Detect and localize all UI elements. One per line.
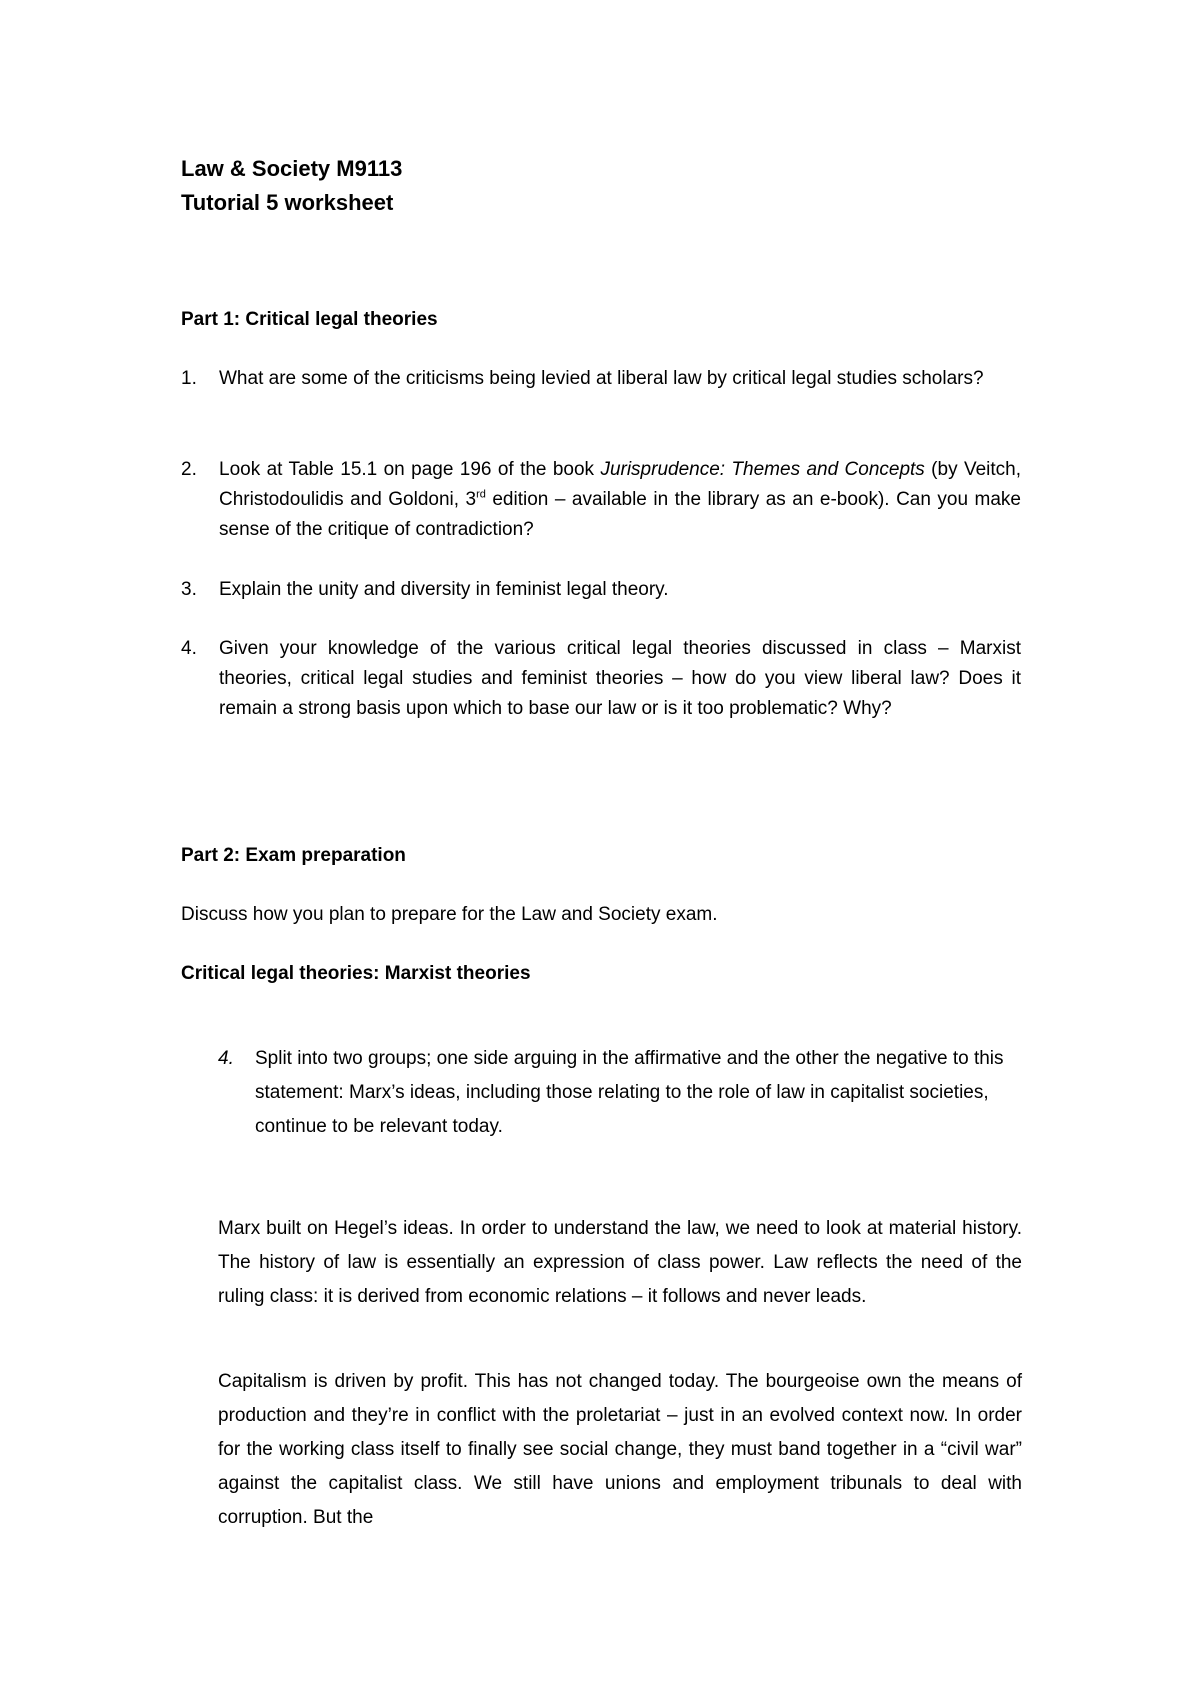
marxist-question — [218, 1042, 1008, 1144]
book-title: Jurisprudence: Themes and Concepts — [600, 459, 925, 480]
part2-heading: Part 2: Exam preparation — [181, 845, 406, 866]
question-text: What are some of the criticisms being levied at liberal law by critical legal studies scholars? — [219, 368, 984, 389]
question-number: 2. — [181, 459, 197, 480]
question-text: Given your knowledge of the various critical legal theories discussed in class – Marxist theories, critical legal studies and feminist theories – how do you view liberal law? Does it remain a strong basis upon which to base our law or is it too problematic? Why? — [219, 638, 1021, 719]
question-number: 4. — [218, 1048, 234, 1069]
edition-superscript: rd — [476, 488, 486, 501]
marxist-heading: Critical legal theories: Marxist theories — [181, 963, 531, 984]
worksheet-title: Tutorial 5 worksheet — [181, 190, 394, 215]
document-title — [181, 152, 402, 220]
marxist-paragraph-2: Capitalism is driven by profit. This has not changed today. The bourgeoise own the means of production and they’re in conflict with the proletariat – just in an evolved context now. In order for the working class itself to finally see social change, they must band together in a “civil war” against the capitalist class. We still have unions and employment tribunals to deal with corruption. But the — [218, 1371, 1022, 1528]
part1-heading: Part 1: Critical legal theories — [181, 309, 438, 330]
question-2 — [181, 455, 1021, 545]
course-title: Law & Society M9113 — [181, 156, 403, 181]
question-number: 4. — [181, 638, 197, 659]
question-text — [219, 455, 1021, 545]
question-3 — [181, 575, 1021, 605]
question-text-part: edition – available in the library as an e-book). Can you make sense of the critique of contradiction? — [219, 489, 1021, 540]
question-1 — [181, 364, 1021, 394]
part2-text: Discuss how you plan to prepare for the Law and Society exam. — [181, 904, 718, 925]
marxist-paragraph-1: Marx built on Hegel’s ideas. In order to understand the law, we need to look at material history. The history of law is essentially an expression of class power. Law reflects the need of the ruling class: it is derived from economic relations – it follows and never leads. — [218, 1218, 1022, 1307]
question-text-part: Look at Table 15.1 on page 196 of the book — [219, 459, 601, 480]
question-number: 3. — [181, 579, 197, 600]
question-text-part: (by Veitch, Christodoulidis and Goldoni, 3 — [219, 459, 1021, 510]
question-text: Split into two groups; one side arguing in the affirmative and the other the negative to this statement: Marx’s ideas, including those relating to the role of law in capitalist societies, continue to be relevant today. — [255, 1048, 1004, 1137]
question-4 — [181, 634, 1021, 724]
question-number: 1. — [181, 368, 197, 389]
question-text: Explain the unity and diversity in feminist legal theory. — [219, 579, 669, 600]
